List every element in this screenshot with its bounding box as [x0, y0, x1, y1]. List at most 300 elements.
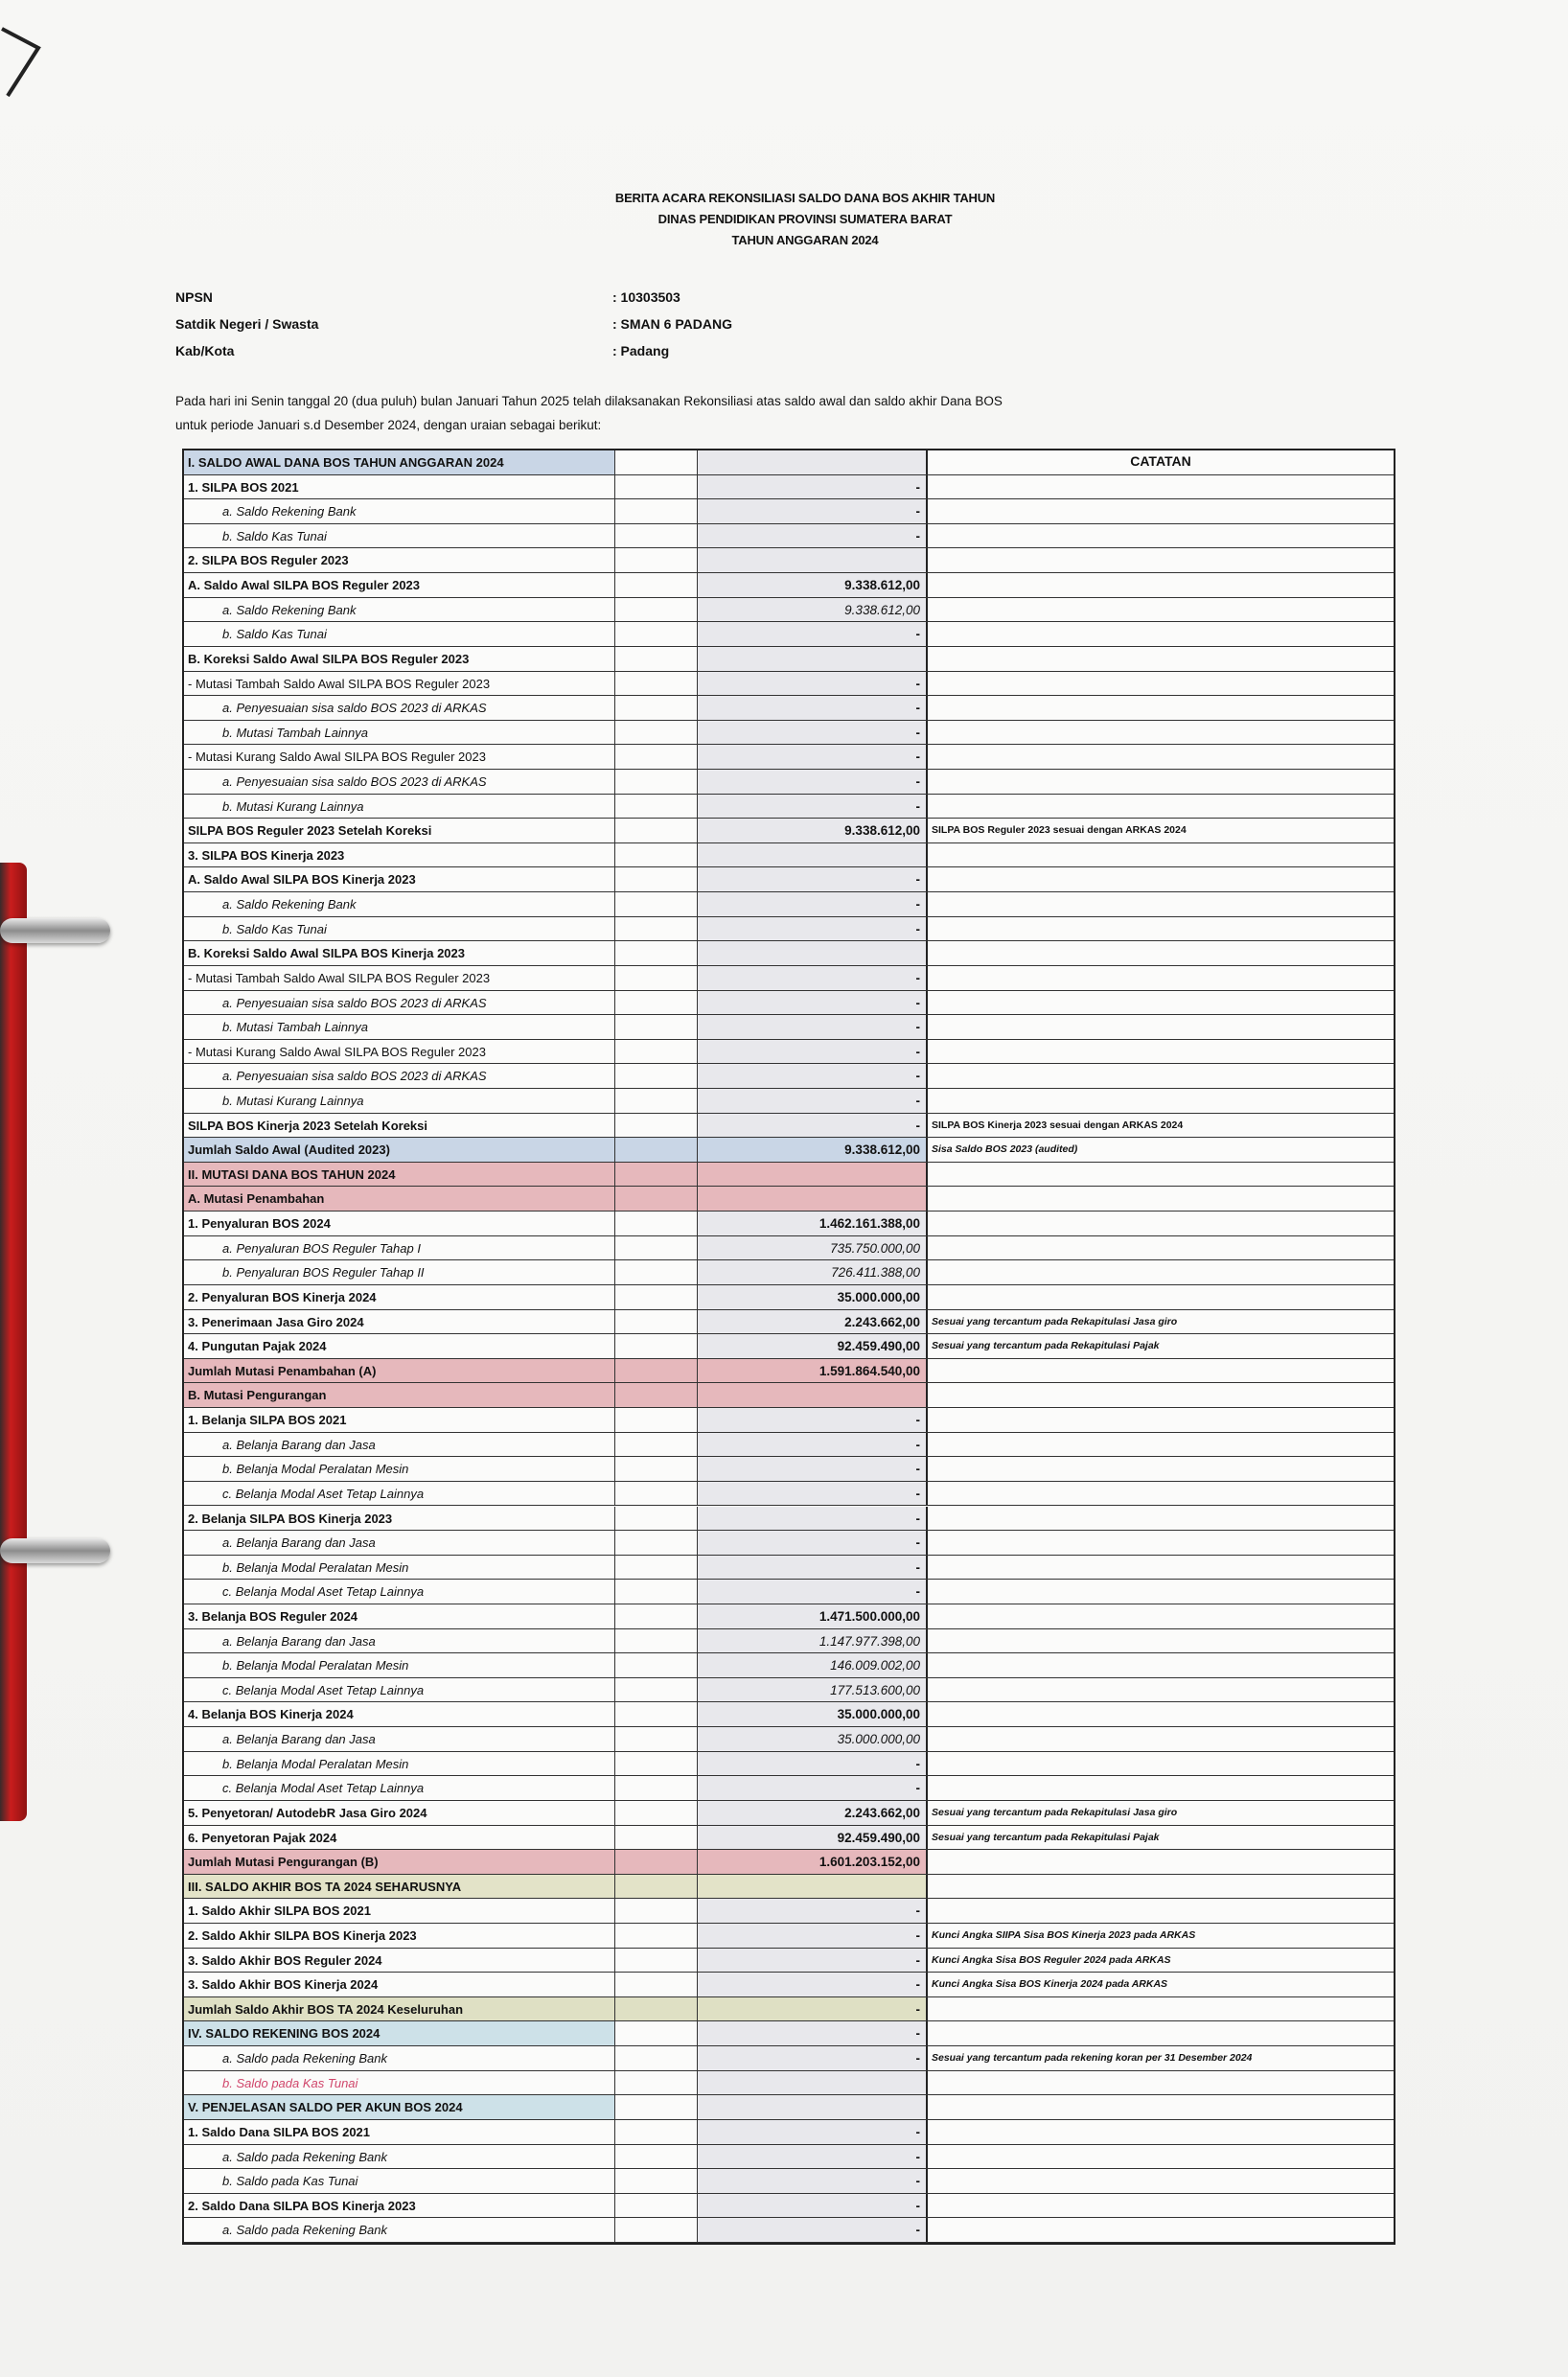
row-blank-cell: [615, 1408, 698, 1432]
table-row: [184, 1040, 1394, 1065]
title-line-1: BERITA ACARA REKONSILIASI SALDO DANA BOS AKHIR TAHUN: [614, 191, 996, 205]
row-amount: 92.459.490,00: [698, 1826, 928, 1850]
row-blank-cell: [615, 1752, 698, 1776]
row-blank-cell: [615, 1850, 698, 1874]
row-blank-cell: [615, 475, 698, 499]
row-label: c. Belanja Modal Aset Tetap Lainnya: [184, 1482, 615, 1506]
row-note: [928, 1629, 1394, 1653]
row-amount: -: [698, 1482, 928, 1506]
table-row: [184, 2046, 1394, 2071]
row-blank-cell: [615, 745, 698, 769]
row-label: b. Saldo pada Kas Tunai: [184, 2169, 615, 2193]
table-row: [184, 2095, 1394, 2120]
row-amount: 2.243.662,00: [698, 1310, 928, 1334]
row-note: [928, 622, 1394, 646]
table-row: [184, 1260, 1394, 1285]
table-row: [184, 795, 1394, 819]
row-blank-cell: [615, 1482, 698, 1506]
row-label: 2. Belanja SILPA BOS Kinerja 2023: [184, 1507, 615, 1531]
row-blank-cell: [615, 721, 698, 745]
row-note: [928, 991, 1394, 1015]
row-amount: [698, 1187, 928, 1211]
table-row: [184, 1089, 1394, 1114]
table-row: [184, 1114, 1394, 1139]
row-amount: [698, 2095, 928, 2119]
row-amount: -: [698, 1064, 928, 1088]
row-blank-cell: [615, 1556, 698, 1580]
row-amount: -: [698, 1580, 928, 1604]
row-amount: -: [698, 745, 928, 769]
row-label: b. Mutasi Kurang Lainnya: [184, 795, 615, 819]
row-blank-cell: [615, 2194, 698, 2218]
row-note: [928, 1531, 1394, 1555]
row-note: [928, 1163, 1394, 1187]
row-amount: -: [698, 2194, 928, 2218]
identity-label: Kab/Kota: [175, 343, 235, 358]
table-row: [184, 1973, 1394, 1997]
row-amount: -: [698, 2120, 928, 2144]
row-blank-cell: [615, 2218, 698, 2242]
table-row: [184, 1015, 1394, 1040]
school-identity: [175, 289, 846, 370]
table-row: [184, 2194, 1394, 2219]
row-blank-cell: [615, 598, 698, 622]
table-row: [184, 1752, 1394, 1777]
row-note: [928, 1678, 1394, 1702]
row-blank-cell: [615, 1383, 698, 1407]
row-note: [928, 1015, 1394, 1039]
table-row: [184, 2071, 1394, 2096]
row-amount: 177.513.600,00: [698, 1678, 928, 1702]
row-amount: -: [698, 2021, 928, 2045]
row-blank-cell: [615, 867, 698, 891]
row-label: A. Saldo Awal SILPA BOS Kinerja 2023: [184, 867, 615, 891]
row-blank-cell: [615, 1015, 698, 1039]
row-amount: 9.338.612,00: [698, 819, 928, 842]
row-note: [928, 1482, 1394, 1506]
row-note: [928, 598, 1394, 622]
row-note: [928, 2095, 1394, 2119]
row-amount: -: [698, 2169, 928, 2193]
row-note: [928, 1875, 1394, 1899]
row-label: b. Belanja Modal Peralatan Mesin: [184, 1457, 615, 1481]
row-blank-cell: [615, 672, 698, 696]
row-label: - Mutasi Tambah Saldo Awal SILPA BOS Reguler 2023: [184, 672, 615, 696]
row-note: [928, 573, 1394, 597]
row-amount: [698, 450, 928, 474]
row-amount: -: [698, 1899, 928, 1923]
row-blank-cell: [615, 1702, 698, 1726]
row-label: a. Saldo Rekening Bank: [184, 499, 615, 523]
row-note: [928, 475, 1394, 499]
row-note: [928, 795, 1394, 819]
row-blank-cell: [615, 1236, 698, 1260]
row-blank-cell: [615, 1334, 698, 1358]
row-label: 2. Penyaluran BOS Kinerja 2024: [184, 1285, 615, 1309]
row-amount: -: [698, 1531, 928, 1555]
table-row: [184, 1899, 1394, 1924]
table-row: [184, 867, 1394, 892]
row-amount: [698, 843, 928, 867]
row-note: [928, 672, 1394, 696]
row-note: [928, 1580, 1394, 1604]
table-row: [184, 941, 1394, 966]
row-note: [928, 548, 1394, 572]
row-blank-cell: [615, 1163, 698, 1187]
table-row: [184, 2021, 1394, 2046]
binder-spine: [0, 863, 27, 1821]
row-note: [928, 499, 1394, 523]
row-blank-cell: [615, 1899, 698, 1923]
row-amount: 92.459.490,00: [698, 1334, 928, 1358]
row-note: [928, 1899, 1394, 1923]
row-amount: -: [698, 1457, 928, 1481]
row-blank-cell: [615, 2095, 698, 2119]
row-note: [928, 647, 1394, 671]
table-row: [184, 1457, 1394, 1482]
table-row: [184, 770, 1394, 795]
table-row: [184, 2145, 1394, 2170]
row-amount: 1.591.864.540,00: [698, 1359, 928, 1383]
row-blank-cell: [615, 843, 698, 867]
row-label: b. Mutasi Tambah Lainnya: [184, 1015, 615, 1039]
row-label: b. Saldo pada Kas Tunai: [184, 2071, 615, 2095]
row-label: 1. SILPA BOS 2021: [184, 475, 615, 499]
table-row: [184, 1604, 1394, 1629]
table-row: [184, 1801, 1394, 1826]
row-amount: 9.338.612,00: [698, 1138, 928, 1162]
row-note: [928, 2145, 1394, 2169]
table-row: [184, 1482, 1394, 1507]
row-note: SILPA BOS Reguler 2023 sesuai dengan ARKAS 2024: [932, 824, 1187, 837]
row-blank-cell: [615, 795, 698, 819]
row-amount: -: [698, 1507, 928, 1531]
table-row: [184, 573, 1394, 598]
row-blank-cell: [615, 819, 698, 842]
document-title: [556, 188, 1054, 251]
corner-pen-mark-icon: [0, 0, 58, 105]
row-amount: 35.000.000,00: [698, 1727, 928, 1751]
row-amount: -: [698, 1973, 928, 1996]
row-note: [928, 1260, 1394, 1284]
row-amount: -: [698, 2046, 928, 2070]
row-label: 3. Penerimaan Jasa Giro 2024: [184, 1310, 615, 1334]
row-label: 2. SILPA BOS Reguler 2023: [184, 548, 615, 572]
row-blank-cell: [615, 1310, 698, 1334]
table-row: [184, 892, 1394, 917]
table-row: [184, 2120, 1394, 2145]
row-blank-cell: [615, 2071, 698, 2095]
row-label: 4. Belanja BOS Kinerja 2024: [184, 1702, 615, 1726]
table-row: [184, 548, 1394, 573]
table-row: [184, 1138, 1394, 1163]
row-blank-cell: [615, 1285, 698, 1309]
row-note: [928, 2021, 1394, 2045]
row-blank-cell: [615, 1114, 698, 1138]
row-label: V. PENJELASAN SALDO PER AKUN BOS 2024: [184, 2095, 615, 2119]
row-blank-cell: [615, 917, 698, 941]
row-amount: -: [698, 1752, 928, 1776]
table-row: [184, 1678, 1394, 1703]
row-label: c. Belanja Modal Aset Tetap Lainnya: [184, 1580, 615, 1604]
row-blank-cell: [615, 1973, 698, 1996]
row-note: Kunci Angka Sisa BOS Kinerja 2024 pada ARKAS: [932, 1978, 1168, 1991]
row-amount: 1.462.161.388,00: [698, 1212, 928, 1235]
row-amount: -: [698, 1408, 928, 1432]
row-label: SILPA BOS Reguler 2023 Setelah Koreksi: [184, 819, 615, 842]
row-amount: [698, 1383, 928, 1407]
table-row: [184, 1334, 1394, 1359]
row-amount: 2.243.662,00: [698, 1801, 928, 1825]
row-blank-cell: [615, 450, 698, 474]
row-note: [928, 2194, 1394, 2218]
row-label: A. Mutasi Penambahan: [184, 1187, 615, 1211]
row-label: 4. Pungutan Pajak 2024: [184, 1334, 615, 1358]
row-label: Jumlah Saldo Awal (Audited 2023): [184, 1138, 615, 1162]
row-amount: [698, 548, 928, 572]
table-row: [184, 745, 1394, 770]
row-amount: -: [698, 966, 928, 990]
row-note: [928, 867, 1394, 891]
row-amount: [698, 2071, 928, 2095]
row-amount: 9.338.612,00: [698, 598, 928, 622]
identity-row: [175, 316, 846, 343]
row-blank-cell: [615, 1875, 698, 1899]
row-blank-cell: [615, 966, 698, 990]
row-label: I. SALDO AWAL DANA BOS TAHUN ANGGARAN 2024: [184, 450, 615, 474]
row-amount: -: [698, 795, 928, 819]
table-row: [184, 1383, 1394, 1408]
row-note: [928, 941, 1394, 965]
intro-paragraph: Pada hari ini Senin tanggal 20 (dua puluh) bulan Januari Tahun 2025 telah dilaksanakan Rekonsiliasi atas saldo awal dan saldo akhir Dana BOS untuk periode Januari s.d Desember 2024, dengan uraian sebagai berikut:: [175, 394, 1003, 432]
row-note: Sesuai yang tercantum pada Rekapitulasi Jasa giro: [932, 1806, 1178, 1818]
row-note: [928, 1507, 1394, 1531]
row-amount: -: [698, 917, 928, 941]
row-note: [928, 770, 1394, 794]
row-amount: -: [698, 1433, 928, 1457]
row-blank-cell: [615, 1187, 698, 1211]
binder-ring-icon: [0, 918, 110, 943]
row-label: a. Saldo pada Rekening Bank: [184, 2145, 615, 2169]
row-amount: 35.000.000,00: [698, 1285, 928, 1309]
table-row: [184, 1408, 1394, 1433]
row-label: a. Penyesuaian sisa saldo BOS 2023 di ARKAS: [184, 696, 615, 720]
row-note: [928, 1408, 1394, 1432]
row-blank-cell: [615, 2120, 698, 2144]
table-row: [184, 1653, 1394, 1678]
row-label: b. Penyaluran BOS Reguler Tahap II: [184, 1260, 615, 1284]
row-label: a. Belanja Barang dan Jasa: [184, 1629, 615, 1653]
row-label: 3. Saldo Akhir BOS Reguler 2024: [184, 1949, 615, 1973]
row-note: [928, 1236, 1394, 1260]
row-label: 1. Belanja SILPA BOS 2021: [184, 1408, 615, 1432]
table-row: [184, 450, 1394, 475]
row-note: [928, 1727, 1394, 1751]
row-label: a. Penyaluran BOS Reguler Tahap I: [184, 1236, 615, 1260]
identity-label: Satdik Negeri / Swasta: [175, 316, 319, 332]
catatan-header: CATATAN: [1130, 453, 1191, 469]
table-row: [184, 1310, 1394, 1335]
row-blank-cell: [615, 2145, 698, 2169]
row-amount: -: [698, 1040, 928, 1064]
row-label: 1. Penyaluran BOS 2024: [184, 1212, 615, 1235]
row-blank-cell: [615, 1040, 698, 1064]
row-amount: -: [698, 1556, 928, 1580]
row-label: II. MUTASI DANA BOS TAHUN 2024: [184, 1163, 615, 1187]
row-label: c. Belanja Modal Aset Tetap Lainnya: [184, 1678, 615, 1702]
row-label: Jumlah Mutasi Penambahan (A): [184, 1359, 615, 1383]
row-amount: 1.147.977.398,00: [698, 1629, 928, 1653]
row-label: SILPA BOS Kinerja 2023 Setelah Koreksi: [184, 1114, 615, 1138]
row-note: [928, 1653, 1394, 1677]
identity-value: : SMAN 6 PADANG: [612, 316, 732, 332]
identity-value: : 10303503: [612, 289, 680, 305]
row-blank-cell: [615, 1924, 698, 1948]
table-row: [184, 1727, 1394, 1752]
row-note: [928, 1776, 1394, 1800]
table-row: [184, 1064, 1394, 1089]
row-note: [928, 1433, 1394, 1457]
row-blank-cell: [615, 1359, 698, 1383]
table-row: [184, 672, 1394, 697]
row-note: [928, 1064, 1394, 1088]
row-amount: 35.000.000,00: [698, 1702, 928, 1726]
row-blank-cell: [615, 991, 698, 1015]
row-note: [928, 1212, 1394, 1235]
row-note: [928, 1604, 1394, 1628]
row-note: Sesuai yang tercantum pada Rekapitulasi Pajak: [932, 1831, 1160, 1843]
row-note: [928, 892, 1394, 916]
row-blank-cell: [615, 2046, 698, 2070]
row-blank-cell: [615, 1997, 698, 2021]
row-label: a. Belanja Barang dan Jasa: [184, 1531, 615, 1555]
table-row: [184, 1826, 1394, 1851]
row-amount: -: [698, 867, 928, 891]
table-row: [184, 1187, 1394, 1212]
row-label: IV. SALDO REKENING BOS 2024: [184, 2021, 615, 2045]
row-blank-cell: [615, 548, 698, 572]
table-row: [184, 1924, 1394, 1949]
table-row: [184, 721, 1394, 746]
row-label: A. Saldo Awal SILPA BOS Reguler 2023: [184, 573, 615, 597]
table-row: [184, 1507, 1394, 1532]
row-label: b. Saldo Kas Tunai: [184, 524, 615, 548]
row-amount: 146.009.002,00: [698, 1653, 928, 1677]
row-label: b. Belanja Modal Peralatan Mesin: [184, 1653, 615, 1677]
row-note: [928, 1457, 1394, 1481]
row-label: 2. Saldo Akhir SILPA BOS Kinerja 2023: [184, 1924, 615, 1948]
row-label: a. Penyesuaian sisa saldo BOS 2023 di ARKAS: [184, 1064, 615, 1088]
row-blank-cell: [615, 1826, 698, 1850]
row-amount: 1.601.203.152,00: [698, 1850, 928, 1874]
row-label: b. Saldo Kas Tunai: [184, 917, 615, 941]
table-row: [184, 1359, 1394, 1384]
table-row: [184, 2218, 1394, 2243]
table-row: [184, 1236, 1394, 1261]
row-note: [928, 1040, 1394, 1064]
row-amount: -: [698, 1089, 928, 1113]
row-label: a. Penyesuaian sisa saldo BOS 2023 di ARKAS: [184, 770, 615, 794]
row-note: Sesuai yang tercantum pada rekening koran per 31 Desember 2024: [932, 2052, 1253, 2065]
row-label: B. Mutasi Pengurangan: [184, 1383, 615, 1407]
row-label: b. Belanja Modal Peralatan Mesin: [184, 1556, 615, 1580]
table-row: [184, 1163, 1394, 1188]
row-amount: [698, 1875, 928, 1899]
row-blank-cell: [615, 2169, 698, 2193]
table-row: [184, 524, 1394, 549]
row-blank-cell: [615, 1089, 698, 1113]
row-label: b. Mutasi Kurang Lainnya: [184, 1089, 615, 1113]
row-blank-cell: [615, 2021, 698, 2045]
row-note: Sisa Saldo BOS 2023 (audited): [932, 1143, 1078, 1156]
row-label: a. Saldo pada Rekening Bank: [184, 2046, 615, 2070]
row-note: [928, 2218, 1394, 2242]
row-amount: -: [698, 622, 928, 646]
row-note: SILPA BOS Kinerja 2023 sesuai dengan ARKAS 2024: [932, 1119, 1184, 1131]
row-blank-cell: [615, 1629, 698, 1653]
row-note: [928, 1556, 1394, 1580]
row-label: Jumlah Mutasi Pengurangan (B): [184, 1850, 615, 1874]
table-row: [184, 1997, 1394, 2022]
row-note: Sesuai yang tercantum pada Rekapitulasi Jasa giro: [932, 1315, 1178, 1327]
row-blank-cell: [615, 1604, 698, 1628]
row-label: a. Belanja Barang dan Jasa: [184, 1433, 615, 1457]
row-blank-cell: [615, 622, 698, 646]
row-note: Sesuai yang tercantum pada Rekapitulasi Pajak: [932, 1340, 1160, 1352]
row-note: [928, 1702, 1394, 1726]
table-row: [184, 1949, 1394, 1973]
row-note: [928, 1285, 1394, 1309]
row-amount: -: [698, 696, 928, 720]
row-blank-cell: [615, 1580, 698, 1604]
row-note: [928, 1850, 1394, 1874]
row-label: 6. Penyetoran Pajak 2024: [184, 1826, 615, 1850]
row-label: - Mutasi Kurang Saldo Awal SILPA BOS Reguler 2023: [184, 745, 615, 769]
row-label: a. Saldo Rekening Bank: [184, 892, 615, 916]
row-amount: -: [698, 524, 928, 548]
row-note: [928, 1089, 1394, 1113]
table-row: [184, 1875, 1394, 1900]
row-label: III. SALDO AKHIR BOS TA 2024 SEHARUSNYA: [184, 1875, 615, 1899]
row-note: [928, 1187, 1394, 1211]
row-amount: [698, 941, 928, 965]
table-row: [184, 1580, 1394, 1604]
row-note: [928, 745, 1394, 769]
row-amount: 735.750.000,00: [698, 1236, 928, 1260]
table-row: [184, 991, 1394, 1016]
row-blank-cell: [615, 696, 698, 720]
table-row: [184, 475, 1394, 500]
table-row: [184, 499, 1394, 524]
row-note: [928, 696, 1394, 720]
row-amount: -: [698, 672, 928, 696]
table-row: [184, 1556, 1394, 1581]
row-blank-cell: [615, 892, 698, 916]
row-note: [928, 917, 1394, 941]
row-amount: -: [698, 1949, 928, 1973]
row-blank-cell: [615, 1678, 698, 1702]
row-note: [928, 2071, 1394, 2095]
identity-row: [175, 289, 846, 316]
row-amount: [698, 1163, 928, 1187]
row-note: [928, 524, 1394, 548]
table-row: [184, 622, 1394, 647]
row-amount: -: [698, 1924, 928, 1948]
identity-label: NPSN: [175, 289, 213, 305]
row-note: [928, 2120, 1394, 2144]
row-blank-cell: [615, 524, 698, 548]
row-blank-cell: [615, 1727, 698, 1751]
